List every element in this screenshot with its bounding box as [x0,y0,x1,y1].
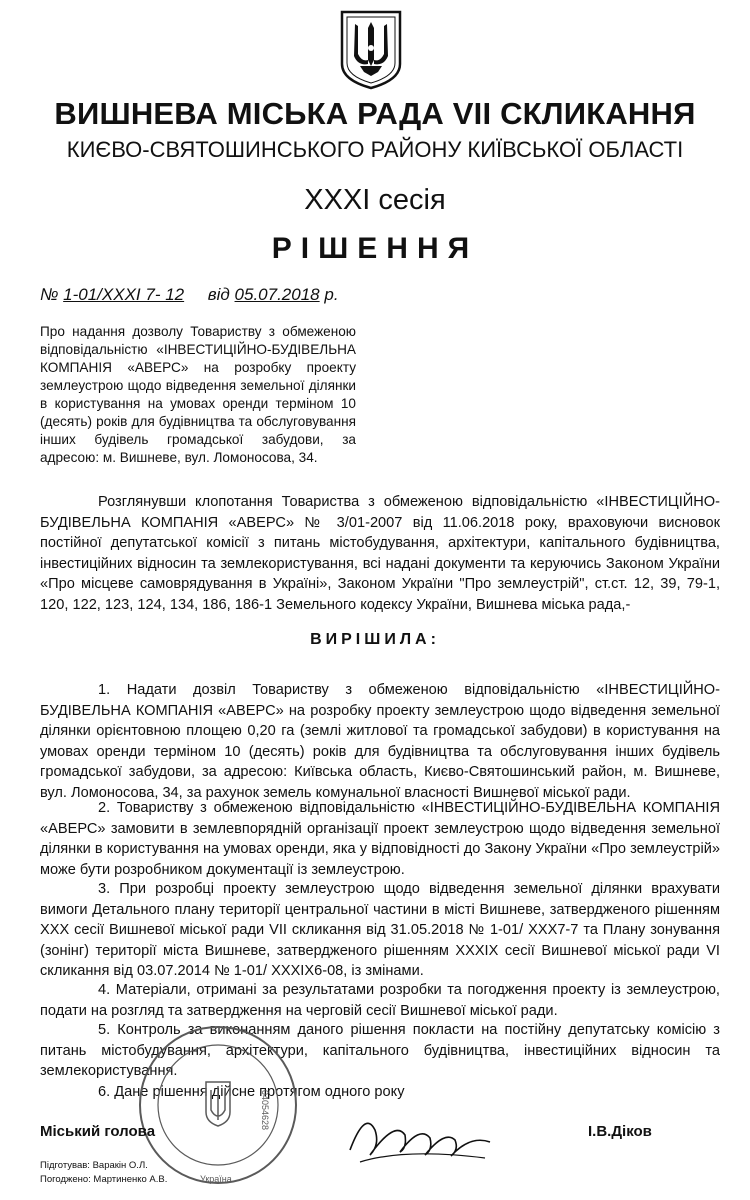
prepared-by: Підготував: Варакін О.Л. [40,1160,148,1171]
document-type: РІШЕННЯ [271,232,479,265]
official-stamp-icon [138,1010,298,1200]
decision-number: 1-01/XXXI 7- 12 [63,285,185,304]
signature-position: Міський голова [40,1123,156,1140]
agreed-by: Погоджено: Мартиненко А.В. [40,1174,168,1185]
decision-date: 05.07.2018 [234,285,320,304]
resolution-item-6: 6. Дане рішення дійсне протягом одного року [98,1084,405,1100]
number-prefix: № [40,285,59,304]
signatory-name: І.В.Діков [588,1123,652,1140]
trident-emblem-icon [338,8,404,92]
preamble-paragraph: Розглянувши клопотання Товариства з обмеженою відповідальністю «ІНВЕСТИЦІЙНО-БУДІВЕЛЬНА КОМПАНІЯ «АВЕРС» № 3/01-2007 від 11.06.2018 року, враховуючи висновок постійної депутатської комісії з питань містобудування, архітектури, капітального будівництва, інвестиційних відносин та землекористування, всі надані документи та керуючись Законом України «Про місцеве самоврядування в Україні», Законом України "Про землеустрій", ст.ст. 12, 39, 79-1, 120, 122, 123, 124, 134, 186, 186-1 Земельного кодексу України, Вишнева міська рада,- [40,494,720,613]
decision-number-line [40,285,339,305]
date-label: від [207,285,230,304]
session-title: XXXI сесія [304,184,446,216]
resolution-item-3: 3. При розробці проекту землеустрою щодо відведення земельної ділянки врахувати вимоги Детального плану території центральної частини в місті Вишневе, затвердженого рішенням XXX сесії Вишневої міської ради VII скликання від 31.05.2018 № 1-01/ XXX7-7 та Плану зонування (зонінг) території міста Вишневе, затвердженого рішенням XXXIX сесії Вишневої міської ради VI скликання від 03.07.2014 № 1-01/ XXXIX6-08, із змінами. [40,881,720,979]
decision-subject: Про надання дозволу Товариству з обмеженою відповідальністю «ІНВЕСТИЦІЙНО-БУДІВЕЛЬНА КОМПАНІЯ «АВЕРС» на розробку проекту землеустрою щодо відведення земельної ділянки в користування на умовах оренди терміном 10 (десять) років для будівництва та обслуговування інших будівель громадської забудови, за адресою: м. Вишневе, вул. Ломоносова, 34. [40,324,356,465]
council-subtitle: КИЄВО-СВЯТОШИНСЬКОГО РАЙОНУ КИЇВСЬКОЇ ОБЛАСТІ [66,137,684,162]
resolution-item-4: 4. Матеріали, отримані за результатами розробки та погодження проекту із землеустрою, подати на розгляд та затвердження на черговій сесії Вишневої міської ради. [40,982,720,1019]
handwritten-signature-icon [345,1100,495,1170]
resolution-item-5: 5. Контроль за виконанням даного рішення покласти на постійну депутатську комісію з питань містобудування, архітектури, капітального будівництва, інвестиційних відносин та землекористування. [40,1022,720,1079]
year-suffix: р. [324,285,339,304]
council-title: ВИШНЕВА МІСЬКА РАДА VII СКЛИКАННЯ [54,96,696,131]
resolved-heading: ВИРІШИЛА: [310,631,440,648]
stamp-country: Україна [200,1174,232,1184]
resolution-item-2: 2. Товариству з обмеженою відповідальністю «ІНВЕСТИЦІЙНО-БУДІВЕЛЬНА КОМПАНІЯ «АВЕРС» замовити в землевпорядній організації проект землеустрою щодо відведення земельної ділянки в користування на умовах оренди, яка у відповідності до Закону України «Про землеустрій» може бути розробником документації із землеустрою. [40,800,720,878]
resolution-item-1: 1. Надати дозвіл Товариству з обмеженою відповідальністю «ІНВЕСТИЦІЙНО-БУДІВЕЛЬНА КОМПАНІЯ «АВЕРС» на розробку проекту землеустрою щодо відведення земельної ділянки орієнтовною площею 0,20 га (землі житлової та громадської забудови) в користування на умовах оренди терміном 10 (десять) років для будівництва та обслуговування інших будівель громадської забудови, за адресою: Київська область, Києво-Святошинський район, м. Вишневе, вул. Ломоносова, 34, за рахунок земель комунальної власності Вишневої міської ради. [40,682,720,801]
stamp-code: 04054628 [260,1090,270,1131]
